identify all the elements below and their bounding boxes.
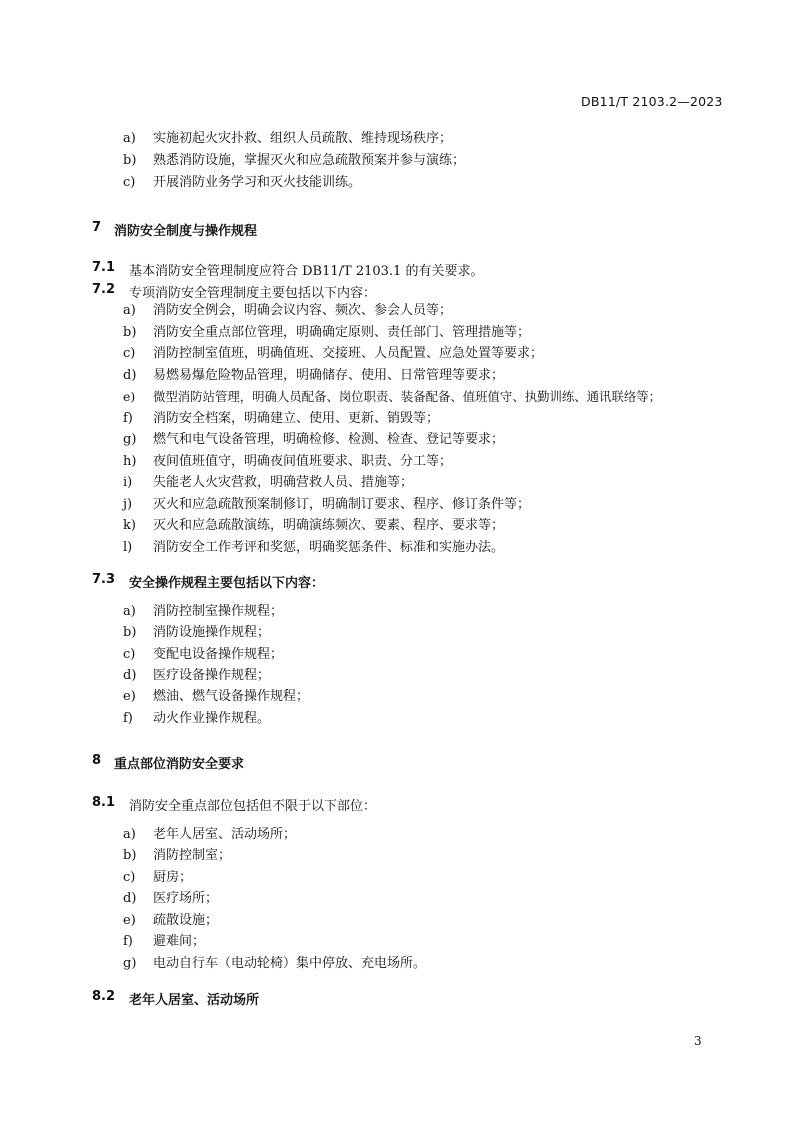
list-item-text: 开展消防业务学习和灭火技能训练。 — [153, 175, 362, 190]
list-item-label: c) — [123, 647, 136, 662]
list-item-label: b) — [123, 325, 137, 340]
list-item-label: a) — [123, 303, 136, 318]
clause-number: 8.2 — [92, 989, 116, 1004]
list-item-text: 消防安全档案，明确建立、使用、更新、销毁等； — [153, 411, 440, 426]
list-item-text: 消防安全例会，明确会议内容、频次、参会人员等； — [153, 303, 453, 318]
list-item-label: b) — [123, 625, 137, 640]
clause-number: 7.2 — [92, 282, 116, 297]
list-item-label: k) — [123, 518, 136, 533]
list-item-text: 燃气和电气设备管理，明确检修、检测、检查、登记等要求； — [153, 432, 505, 447]
list-item-label: e) — [123, 689, 136, 704]
section-number: 8 — [92, 753, 102, 768]
list-item-text: 消防设施操作规程； — [153, 625, 271, 640]
list-item-text: 易燃易爆危险物品管理，明确储存、使用、日常管理等要求； — [153, 368, 505, 383]
list-item-label: a) — [123, 131, 136, 146]
clause-number: 8.1 — [92, 795, 116, 810]
list-item-text: 变配电设备操作规程； — [153, 647, 284, 662]
list-item-label: i) — [123, 475, 133, 490]
section-title: 重点部位消防安全要求 — [114, 757, 245, 772]
document-code: DB11/T 2103.2—2023 — [581, 94, 723, 109]
list-item-label: c) — [123, 346, 136, 361]
list-item-text: 微型消防站管理，明确人员配备、岗位职责、装备配备、值班值守、执勤训练、通讯联络等； — [153, 389, 662, 404]
clause-text: 专项消防安全管理制度主要包括以下内容： — [129, 286, 377, 301]
list-item-text: 医疗设备操作规程； — [153, 668, 271, 683]
section-title: 消防安全制度与操作规程 — [114, 224, 258, 239]
list-item-text: 动火作业操作规程。 — [153, 711, 271, 726]
list-item-text: 消防安全重点部位管理，明确确定原则、责任部门、管理措施等； — [153, 325, 531, 340]
list-item-label: b) — [123, 153, 137, 168]
list-item-text: 消防控制室值班，明确值班、交接班、人员配置、应急处置等要求； — [153, 346, 544, 361]
clause-text: 安全操作规程主要包括以下内容： — [129, 576, 325, 591]
list-item-text: 灭火和应急疏散演练，明确演练频次、要素、程序、要求等； — [153, 518, 505, 533]
list-item-text: 失能老人火灾营救，明确营救人员、措施等； — [153, 475, 414, 490]
list-item-text: 灭火和应急疏散预案制修订，明确制订要求、程序、修订条件等； — [153, 497, 531, 512]
list-item-text: 实施初起火灾扑救、组织人员疏散、维持现场秩序； — [153, 131, 453, 146]
list-item-label: d) — [123, 668, 137, 683]
list-item-label: b) — [123, 848, 137, 863]
list-item-label: j) — [123, 497, 133, 512]
clause-text: 消防安全重点部位包括但不限于以下部位： — [129, 799, 377, 814]
list-item-label: h) — [123, 454, 137, 469]
list-item-label: g) — [123, 432, 137, 447]
list-item-text: 消防控制室操作规程； — [153, 604, 284, 619]
list-item-text: 消防安全工作考评和奖惩，明确奖惩条件、标准和实施办法。 — [153, 540, 505, 555]
list-item-label: c) — [123, 175, 136, 190]
list-item-text: 熟悉消防设施，掌握灭火和应急疏散预案并参与演练； — [153, 153, 466, 168]
list-item-label: g) — [123, 956, 137, 971]
list-item-text: 夜间值班值守，明确夜间值班要求、职责、分工等； — [153, 454, 453, 469]
clause-text: 基本消防安全管理制度应符合 DB11/T 2103.1 的有关要求。 — [129, 264, 484, 279]
clause-text: 老年人居室、活动场所 — [129, 993, 260, 1008]
list-item-label: d) — [123, 891, 137, 906]
list-item-text: 避难间； — [153, 934, 206, 949]
list-item-text: 厨房； — [153, 870, 193, 885]
list-item-text: 消防控制室； — [153, 848, 232, 863]
list-item-label: f) — [123, 711, 133, 726]
page-number: 3 — [694, 1034, 702, 1048]
section-number: 7 — [92, 220, 102, 235]
list-item-text: 医疗场所； — [153, 891, 219, 906]
list-item-text: 电动自行车（电动轮椅）集中停放、充电场所。 — [153, 956, 427, 971]
list-item-text: 老年人居室、活动场所； — [153, 827, 297, 842]
clause-number: 7.3 — [92, 572, 116, 587]
list-item-label: f) — [123, 411, 133, 426]
clause-number: 7.1 — [92, 260, 116, 275]
list-item-label: c) — [123, 870, 136, 885]
list-item-label: a) — [123, 604, 136, 619]
list-item-label: e) — [123, 389, 136, 404]
list-item-text: 燃油、燃气设备操作规程； — [153, 689, 310, 704]
list-item-label: a) — [123, 827, 136, 842]
list-item-label: l) — [123, 540, 133, 555]
list-item-label: e) — [123, 913, 136, 928]
list-item-label: f) — [123, 934, 133, 949]
list-item-text: 疏散设施； — [153, 913, 219, 928]
list-item-label: d) — [123, 368, 137, 383]
